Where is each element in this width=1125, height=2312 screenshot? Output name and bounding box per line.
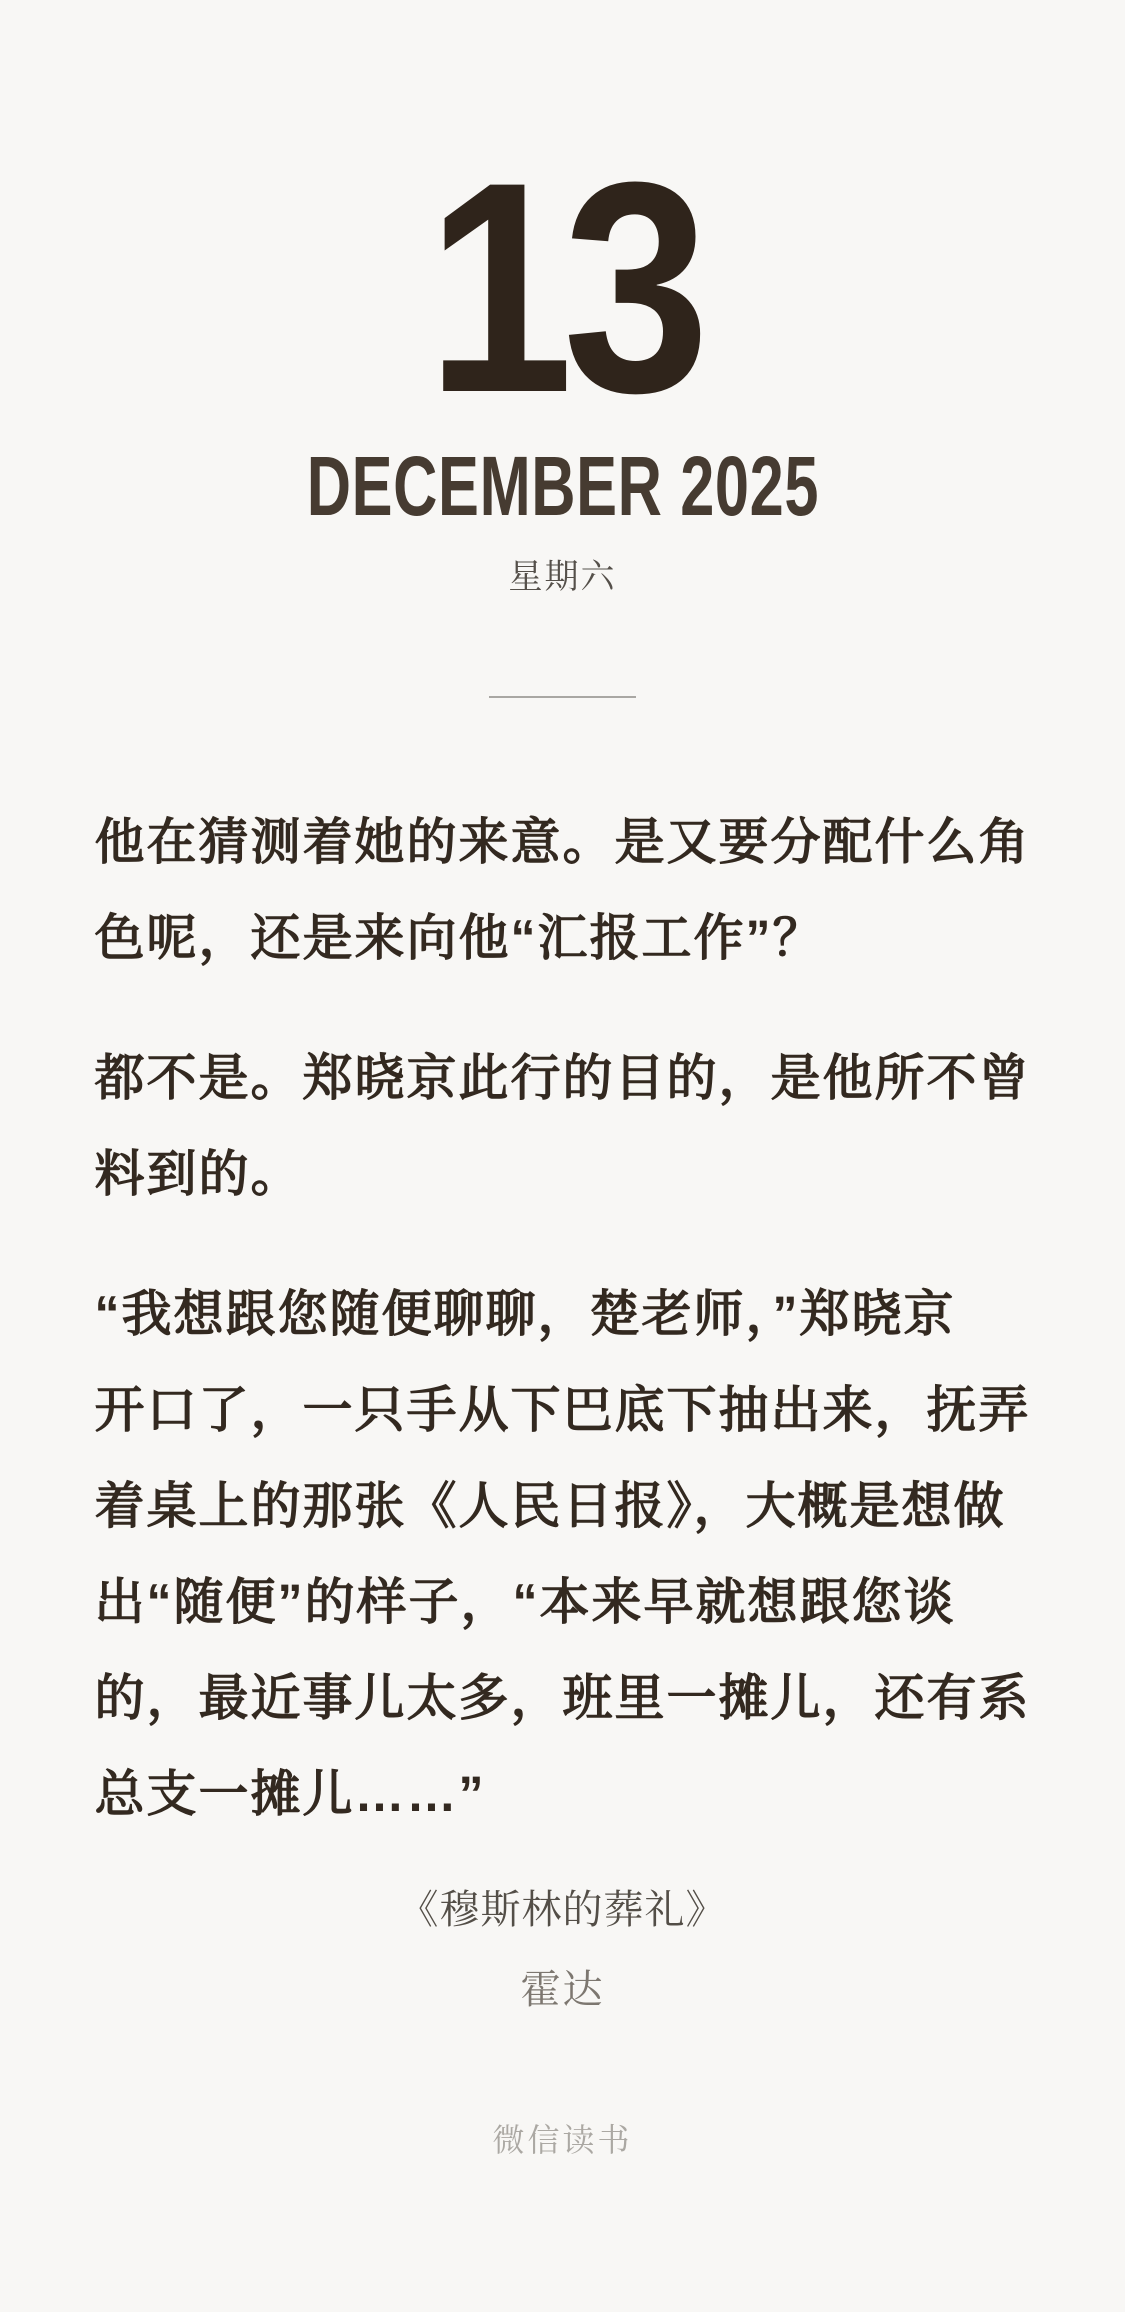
quote-line: 开口了，一只手从下巴底下抽出来，抚弄 [94,1382,1031,1438]
quote-line: 的，最近事儿太多，班里一摊儿，还有系 [94,1670,1031,1726]
quote-line: 色呢，还是来向他“汇报工作”？ [94,910,825,966]
calendar-month-year [212,439,914,533]
calendar-weekday: 星期六 [508,558,617,596]
quote-line: “我想跟您随便聊聊，楚老师，”郑晓京 [94,1286,956,1342]
book-author: 霍达 [520,1968,605,2012]
quote-line: 出“随便”的样子，“本来早就想跟您谈 [94,1574,956,1630]
quote-line: 料到的。 [94,1146,303,1202]
book-title: 《穆斯林的葬礼》 [398,1888,727,1932]
quote-paragraph [95,1266,1031,1842]
quote-block [95,794,1031,1842]
quote-line: 他在猜测着她的来意。是又要分配什么角 [94,814,1031,870]
calendar-month-year-text: DECEMBER 2025 [306,439,819,533]
quote-paragraph [95,794,1031,986]
app-name: 微信读书 [492,2122,633,2158]
quote-line: 总支一摊儿……” [94,1766,486,1822]
quote-line: 都不是。郑晓京此行的目的，是他所不曾 [94,1050,1031,1106]
calendar-day [408,119,718,455]
divider-line [489,696,636,698]
quote-paragraph [95,1030,1031,1222]
calendar-day-text: 13 [426,119,699,455]
quote-line: 着桌上的那张《人民日报》，大概是想做 [94,1478,1006,1534]
